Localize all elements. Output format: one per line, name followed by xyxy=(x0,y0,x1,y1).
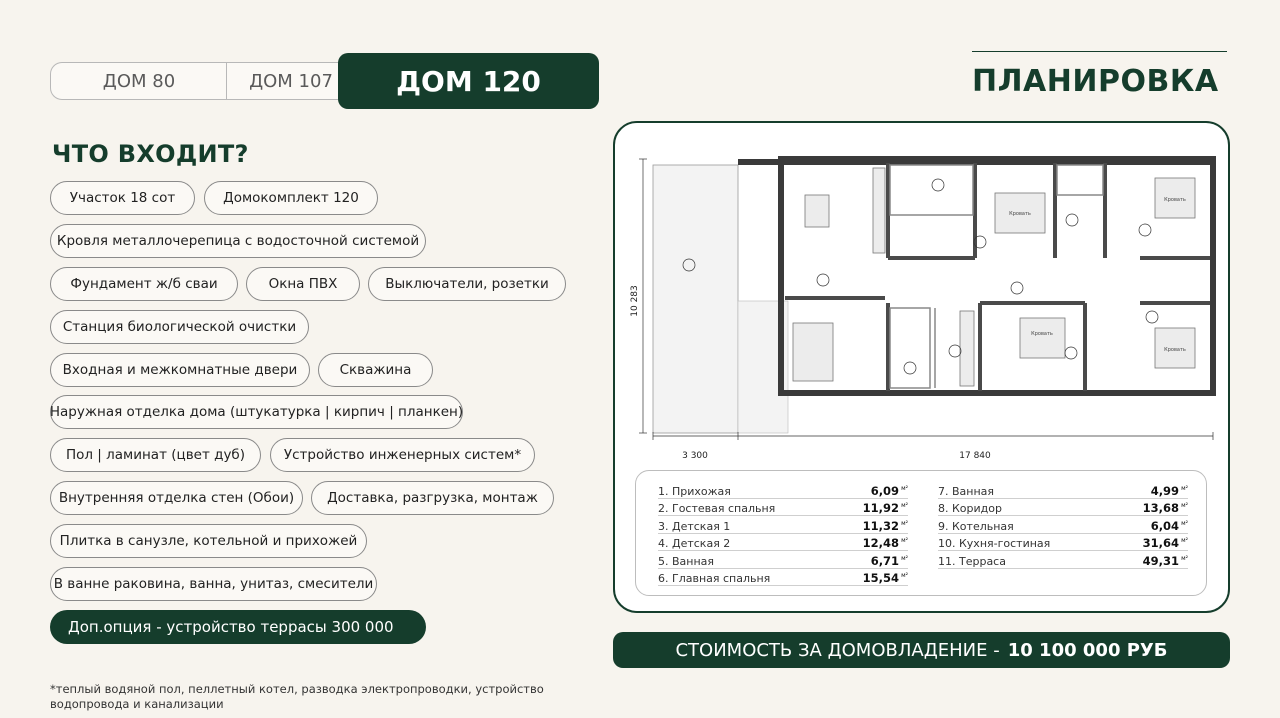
section-title: ПЛАНИРОВКА xyxy=(972,64,1219,99)
include-item: Входная и межкомнатные двери xyxy=(50,353,310,387)
include-item: Внутренняя отделка стен (Обои) xyxy=(50,481,303,515)
bed-label: Кровать xyxy=(1031,331,1053,337)
include-item: Окна ПВХ xyxy=(246,267,360,301)
floor-plan-drawing xyxy=(615,123,1230,468)
room-list-right xyxy=(938,481,1188,595)
footnote: *теплый водяной пол, пеллетный котел, разводка электропроводки, устройство водопровода и канализации xyxy=(50,682,544,711)
tab-house-80[interactable]: ДОМ 80 xyxy=(50,62,227,100)
room-area-table xyxy=(635,470,1207,596)
room-row: 8. Коридор 13,68 $^{м^2}$ xyxy=(938,499,1188,517)
room-row: 9. Котельная 6,04 $^{м^2}$ xyxy=(938,516,1188,534)
room-row: 3. Детская 1 11,32 $^{м^2}$ xyxy=(658,516,908,534)
include-item: Станция биологической очистки xyxy=(50,310,309,344)
tab-house-120[interactable]: ДОМ 120 xyxy=(338,53,599,109)
include-item: Выключатели, розетки xyxy=(368,267,566,301)
include-item: Кровля металлочерепица с водосточной системой xyxy=(50,224,426,258)
room-list-left xyxy=(658,481,908,595)
tab-house-107[interactable]: ДОМ 107 xyxy=(226,62,356,100)
title-divider xyxy=(972,51,1227,52)
include-item: Фундамент ж/б сваи xyxy=(50,267,238,301)
include-item: Участок 18 сот xyxy=(50,181,195,215)
bed-label: Кровать xyxy=(1164,197,1186,203)
dimension-left: 3 300 xyxy=(682,451,708,461)
room-row: 5. Ванная 6,71 $^{м^2}$ xyxy=(658,551,908,569)
bed-label: Кровать xyxy=(1009,211,1031,217)
include-item: Скважина xyxy=(318,353,433,387)
room-row: 4. Детская 2 12,48 $^{м^2}$ xyxy=(658,534,908,552)
include-item: Устройство инженерных систем* xyxy=(270,438,535,472)
extra-option-terrace: Доп.опция - устройство террасы 300 000 xyxy=(50,610,426,644)
dimension-height: 10 283 xyxy=(630,285,640,317)
include-item: Наружная отделка дома (штукатурка | кирпич | планкен) xyxy=(50,395,463,429)
room-row: 1. Прихожая 6,09 $^{м^2}$ xyxy=(658,481,908,499)
floor-plan-card xyxy=(613,121,1230,613)
dimension-right: 17 840 xyxy=(959,451,991,461)
include-item: Доставка, разгрузка, монтаж xyxy=(311,481,554,515)
price-banner xyxy=(613,632,1230,668)
room-row: 10. Кухня-гостиная 31,64 $^{м^2}$ xyxy=(938,534,1188,552)
room-row: 6. Главная спальня 15,54 $^{м^2}$ xyxy=(658,569,908,587)
room-row: 11. Терраса 49,31 $^{м^2}$ xyxy=(938,551,1188,569)
include-item: Пол | ламинат (цвет дуб) xyxy=(50,438,261,472)
bed-label: Кровать xyxy=(1164,347,1186,353)
price-label: СТОИМОСТЬ ЗА ДОМОВЛАДЕНИЕ - xyxy=(675,639,1000,661)
include-item: Домокомплект 120 xyxy=(204,181,378,215)
price-amount: 10 100 000 РУБ xyxy=(1007,639,1168,661)
include-item: В ванне раковина, ванна, унитаз, смесители xyxy=(50,567,377,601)
includes-heading: ЧТО ВХОДИТ? xyxy=(52,140,249,168)
room-row: 7. Ванная 4,99 $^{м^2}$ xyxy=(938,481,1188,499)
include-item: Плитка в санузле, котельной и прихожей xyxy=(50,524,367,558)
room-row: 2. Гостевая спальня 11,92 $^{м^2}$ xyxy=(658,499,908,517)
